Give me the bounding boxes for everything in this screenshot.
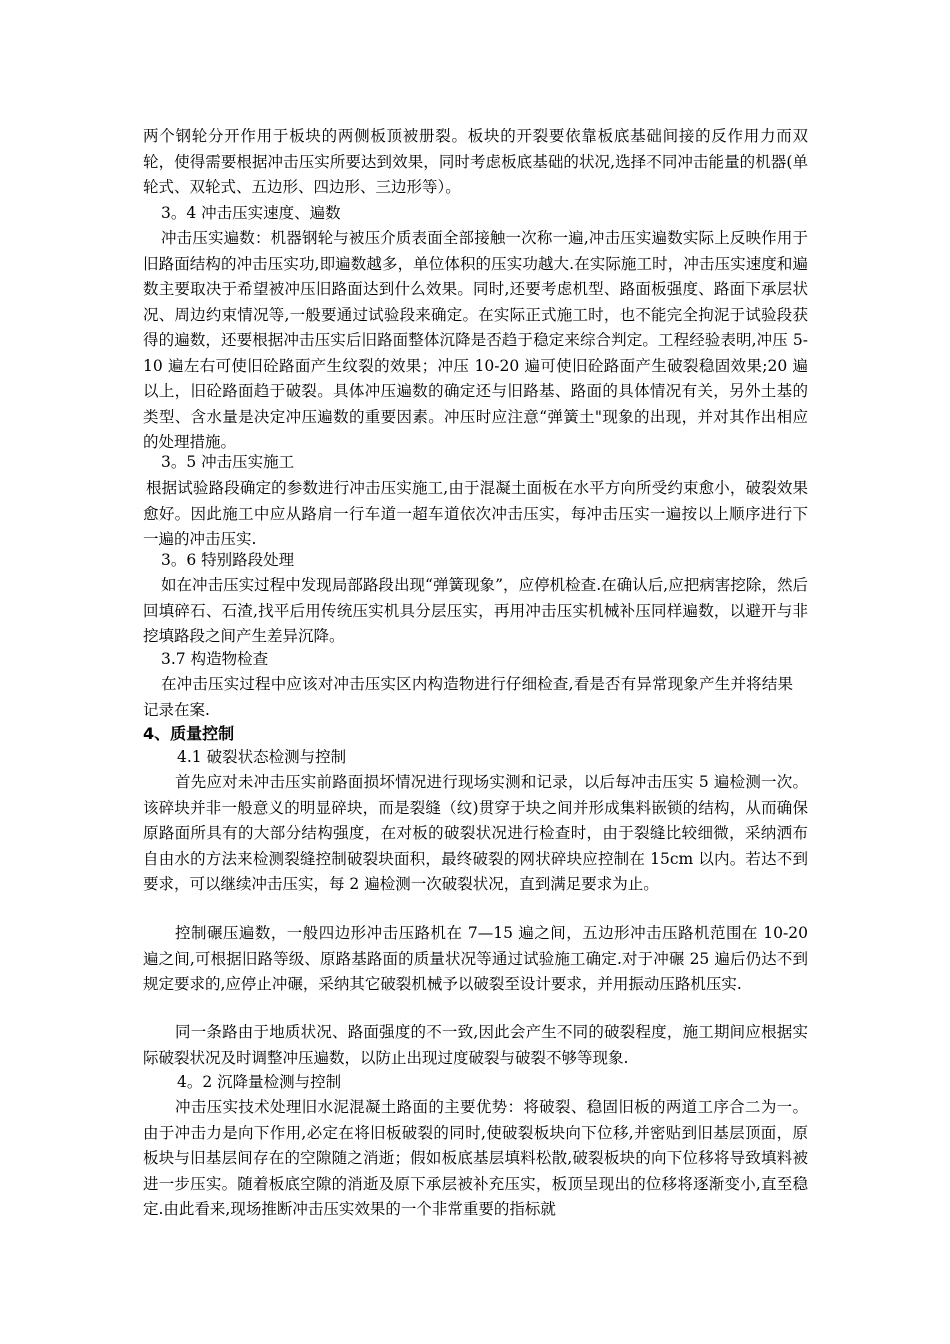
section-heading-3-6: 3。6 特别路段处理: [161, 551, 295, 569]
paragraph-4-2: 冲击压实技术处理旧水泥混凝土路面的主要优势：将破裂、稳固旧板的两道工序合二为一。由于冲击力是向下作用,必定在将旧板破裂的同时,使破裂板块向下位移,并密贴到旧基层顶面，原板块与旧基层间存在的空隙随之消逝；假如板底基层填料松散,破裂板块的向下位移将导致填料被进一步压实。随着板底空隙的消逝及原下承层被补充压实，板顶呈现出的位移将逐渐变小,直至稳定.由此看来,现场推断冲击压实效果的一个非常重要的指标就: [143, 1098, 808, 1218]
section-heading-4: 4、质量控制: [143, 724, 235, 743]
paragraph-4-1-c: 同一条路由于地质状况、路面强度的不一致,因此会产生不同的破裂程度，施工期间应根据实际破裂状况及时调整冲压遍数，以防止出现过度破裂与破裂不够等现象.: [143, 1023, 808, 1067]
paragraph-4-1-a: 首先应对未冲击压实前路面损坏情况进行现场实测和记录，以后每冲击压实 5 遍检测一次。该碎块并非一般意义的明显碎块，而是裂缝（纹)贯穿于块之间并形成集料嵌锁的结构，从而确保原路面所具有的大部分结构强度，在对板的破裂状况进行检查时，由于裂缝比较细微，采纳洒布自由水的方法来检测裂缝控制破裂块面积，最终破裂的网状碎块应控制在 15cm 以内。若达不到要求，可以继续冲击压实，每 2 遍检测一次破裂状况，直到满足要求为止。: [143, 773, 808, 893]
section-heading-3-4: 3。4 冲击压实速度、遍数: [161, 204, 341, 222]
paragraph-3-5: 根据试验路段确定的参数进行冲击压实施工,由于混凝土面板在水平方向所受约束愈小，破裂效果愈好。因此施工中应从路肩一行车道一超车道依次冲击压实，每冲击压实一遍按以上顺序进行下一遍的冲击压实.: [143, 479, 808, 548]
section-heading-4-1: 4.1 破裂状态检测与控制: [177, 748, 347, 766]
section-heading-4-2: 4。2 沉降量检测与控制: [177, 1073, 342, 1091]
paragraph-3-4: 冲击压实遍数：机器钢轮与被压介质表面全部接触一次称一遍,冲击压实遍数实际上反映作用于旧路面结构的冲击压实功,即遍数越多，单位体积的压实功越大.在实际施工时，冲击压实速度和遍数主要取决于希望被冲压旧路面达到什么效果。同时,还要考虑机型、路面板强度、路面下承层状况、周边约束情况等,一般要通过试验段来确定。在实际正式施工时，也不能完全拘泥于试验段获得的遍数，还要根据冲击压实后旧路面整体沉降是否趋于稳定来综合判定。工程经验表明,冲压 5-10 遍左右可使旧砼路面产生纹裂的效果；冲压 10-20 遍可使旧砼路面产生破裂稳固效果;20 遍以上，旧砼路面趋于破裂。具体冲压遍数的确定还与旧路基、路面的具体情况有关，另外土基的类型、含水量是决定冲压遍数的重要因素。冲压时应注意“弹簧土"现象的出现，并对其作出相应的处理措施。: [143, 229, 808, 451]
paragraph-3-7: 在冲击压实过程中应该对冲击压实区内构造物进行仔细检查,看是否有异常现象产生并将结果记录在案.: [143, 675, 793, 719]
paragraph-intro: 两个钢轮分开作用于板块的两侧板顶被册裂。板块的开裂要依靠板底基础间接的反作用力而双轮，使得需要根据冲击压实所要达到效果，同时考虑板底基础的状况,选择不同冲击能量的机器(单轮式、双轮式、五边形、四边形、三边形等）。: [143, 127, 808, 196]
section-heading-3-7: 3.7 构造物检查: [161, 650, 269, 668]
paragraph-3-6: 如在冲击压实过程中发现局部路段出现“弹簧现象”，应停机检查.在确认后,应把病害挖除，然后回填碎石、石渣,找平后用传统压实机具分层压实，再用冲击压实机械补压同样遍数，以避开与非挖填路段之间产生差异沉降。: [143, 576, 808, 645]
section-heading-3-5: 3。5 冲击压实施工: [161, 453, 295, 471]
paragraph-4-1-b: 控制碾压遍数，一般四边形冲击压路机在 7—15 遍之间，五边形冲击压路机范围在 10-20 遍之间,可根据旧路等级、原路基路面的质量状况等通过试验施工确定.对于冲碾 25 遍后仍达不到规定要求的,应停止冲碾，采纳其它破裂机械予以破裂至设计要求，并用振动压路机压实.: [143, 924, 808, 993]
